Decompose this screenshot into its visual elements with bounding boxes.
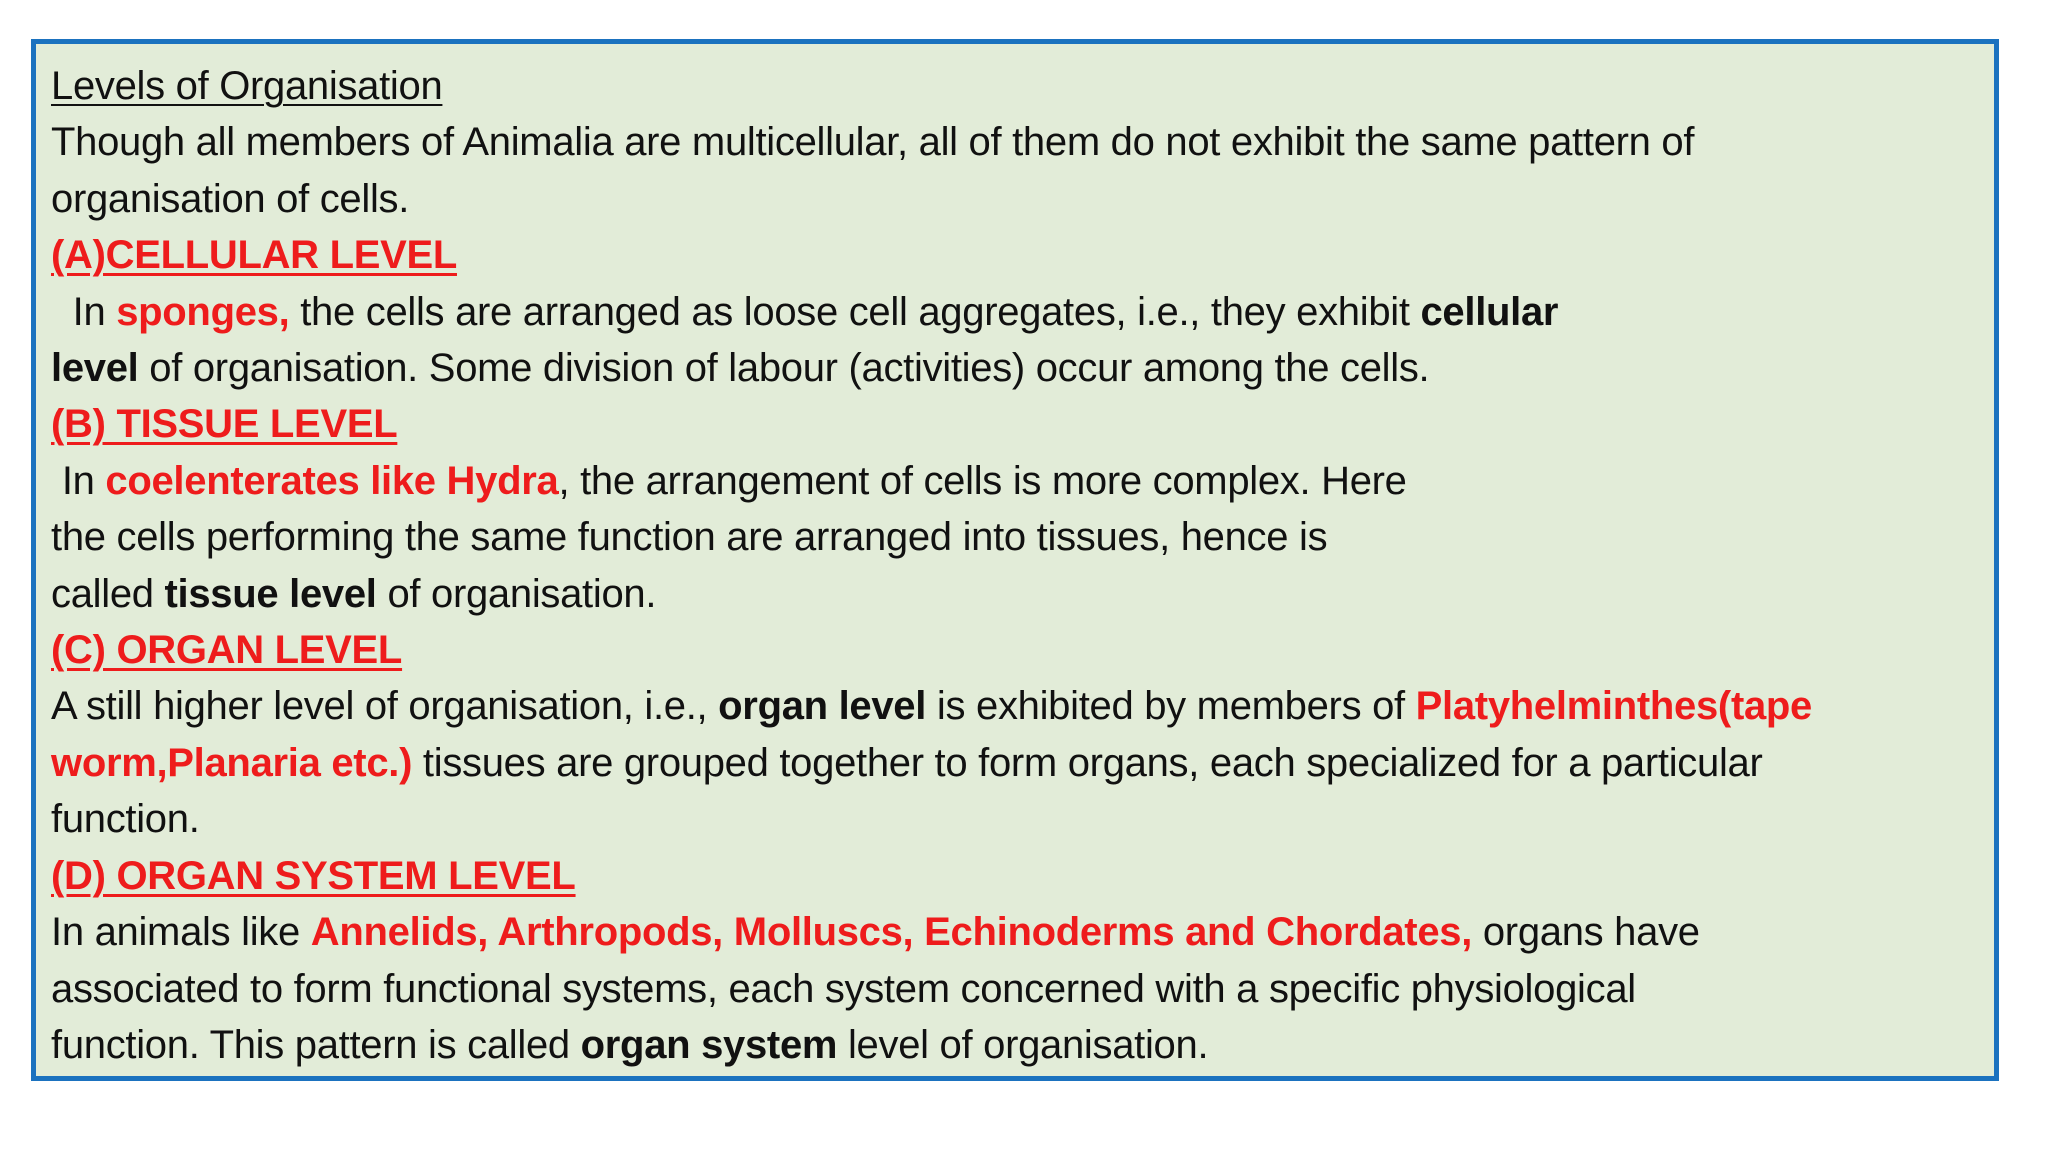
content-panel — [31, 39, 1999, 1081]
text-run: In animals like — [51, 910, 311, 955]
tissue-line-1 — [51, 453, 1980, 509]
bold-cellular: cellular — [1420, 289, 1559, 334]
text-run: In — [61, 458, 106, 503]
text-run: function. This pattern is called — [51, 1022, 581, 1067]
bold-tissue-level: tissue level — [164, 571, 377, 616]
text-run: level of organisation. — [837, 1022, 1209, 1067]
intro-line-1: Though all members of Animalia are multicellular, all of them do not exhibit the same pattern of — [51, 120, 1695, 165]
page-title: Levels of Organisation — [51, 64, 443, 108]
tissue-heading-line — [51, 396, 1980, 452]
organ-system-level-heading: (D) ORGAN SYSTEM LEVEL — [51, 853, 576, 898]
highlight-tapeworm-planaria: worm,Planaria etc.) — [51, 740, 413, 785]
cellular-level-heading: (A)CELLULAR LEVEL — [51, 233, 457, 278]
highlight-sponges: sponges, — [116, 289, 290, 334]
text-run: , the arrangement of cells is more complex. Here — [558, 458, 1407, 503]
bold-organ-system: organ system — [580, 1022, 838, 1067]
text-run: called — [51, 571, 165, 616]
organ-system-line-3 — [51, 1017, 1980, 1073]
text-run: the cells are arranged as loose cell aggregates, i.e., they exhibit — [289, 289, 1421, 334]
organ-system-line-1 — [51, 904, 1980, 960]
organ-line-2 — [51, 735, 1980, 791]
cellular-line-1 — [51, 284, 1980, 340]
highlight-animal-phyla: Annelids, Arthropods, Molluscs, Echinoderms and Chordates, — [310, 910, 1473, 955]
text-run: is exhibited by members of — [926, 684, 1416, 729]
text-run: of organisation. — [376, 571, 657, 616]
title-line — [51, 58, 1980, 114]
tissue-line-3 — [51, 566, 1980, 622]
highlight-platyhelminthes: Platyhelminthes(tape — [1415, 684, 1812, 729]
organ-system-line-2: associated to form functional systems, each system concerned with a specific physiological — [51, 966, 1636, 1011]
cellular-heading-line — [51, 227, 1980, 283]
bold-level: level — [51, 346, 139, 391]
organ-line-3: function. — [51, 797, 200, 842]
bold-organ-level: organ level — [718, 684, 927, 729]
text-run: In — [72, 289, 117, 334]
text-run: tissues are grouped together to form organs, each specialized for a particular — [412, 740, 1763, 785]
organ-system-heading-line — [51, 848, 1980, 904]
organ-line-1 — [51, 678, 1980, 734]
intro-line-2: organisation of cells. — [51, 176, 410, 221]
tissue-level-heading: (B) TISSUE LEVEL — [51, 402, 398, 447]
tissue-line-2: the cells performing the same function are arranged into tissues, hence is — [51, 515, 1328, 560]
cellular-line-2 — [51, 340, 1980, 396]
highlight-coelenterates: coelenterates like Hydra — [105, 458, 559, 503]
text-run: of organisation. Some division of labour (activities) occur among the cells. — [138, 346, 1430, 391]
text-run: organs have — [1472, 910, 1700, 955]
organ-heading-line — [51, 622, 1980, 678]
organ-level-heading: (C) ORGAN LEVEL — [51, 628, 403, 673]
text-run: A still higher level of organisation, i.e., — [51, 684, 719, 729]
